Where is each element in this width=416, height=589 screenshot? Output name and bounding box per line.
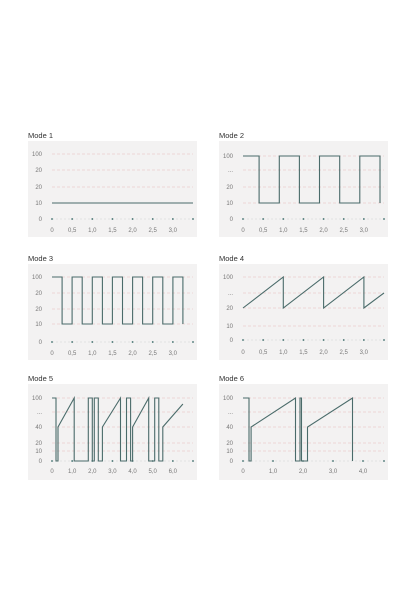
- x-tick-label: 2,5: [339, 228, 348, 234]
- series-line: [243, 156, 380, 203]
- x-tick-label: 2,5: [148, 351, 157, 357]
- x-tick-mark: [242, 339, 244, 341]
- x-tick-label: 1,0: [268, 469, 278, 475]
- x-tick-mark: [112, 341, 114, 343]
- y-tick-label: 0: [38, 340, 42, 346]
- x-tick-mark: [363, 339, 365, 341]
- x-tick-label: 3,0: [359, 228, 369, 234]
- y-tick-label: 20: [35, 291, 42, 297]
- x-tick-mark: [323, 339, 325, 341]
- x-tick-mark: [91, 341, 93, 343]
- x-tick-mark: [303, 218, 305, 220]
- x-tick-mark: [112, 218, 114, 220]
- series-line: [243, 398, 353, 461]
- y-tick-label: 20: [226, 306, 233, 312]
- mode-1-chart: [28, 141, 197, 237]
- x-tick-label: 0,5: [67, 228, 77, 234]
- chart-title-mode-6: Mode 6: [219, 374, 245, 383]
- y-tick-label: 10: [226, 449, 233, 455]
- x-tick-mark: [152, 341, 154, 343]
- x-tick-label: 2,0: [128, 351, 137, 357]
- y-tick-label: 20: [35, 307, 42, 313]
- chart-title-mode-4: Mode 4: [219, 254, 245, 263]
- mode-5-chart: [28, 384, 197, 480]
- x-tick-mark: [282, 339, 284, 341]
- y-tick-label: 40: [35, 425, 42, 431]
- x-tick-mark: [272, 460, 274, 462]
- x-tick-label: 3,0: [328, 469, 338, 475]
- series-line: [52, 398, 183, 461]
- x-axis-end-mark: [192, 460, 194, 462]
- x-tick-mark: [91, 218, 93, 220]
- y-tick-label: 20: [226, 185, 233, 191]
- x-tick-label: 0,5: [258, 228, 268, 234]
- x-tick-mark: [51, 218, 53, 220]
- x-tick-label: 2,0: [128, 228, 137, 234]
- chart-title-mode-1: Mode 1: [28, 131, 54, 140]
- x-tick-label: 3,0: [168, 351, 178, 357]
- y-tick-label: 100: [222, 154, 233, 160]
- y-tick-label: 10: [35, 322, 42, 328]
- y-tick-label: 20: [226, 441, 233, 447]
- x-tick-mark: [172, 460, 174, 462]
- y-tick-label: 100: [31, 396, 42, 402]
- y-tick-label: 40: [226, 425, 233, 431]
- x-tick-label: 2,5: [148, 228, 157, 234]
- x-axis-end-mark: [192, 341, 194, 343]
- y-tick-label: ...: [227, 291, 233, 297]
- x-tick-mark: [323, 218, 325, 220]
- y-tick-label: 0: [38, 217, 42, 223]
- mode-2-chart: [219, 141, 388, 237]
- chart-title-mode-2: Mode 2: [219, 131, 245, 140]
- y-tick-label: 100: [31, 275, 42, 281]
- x-tick-label: 0: [241, 228, 245, 234]
- x-tick-mark: [71, 341, 73, 343]
- x-tick-mark: [262, 218, 264, 220]
- y-tick-label: 0: [38, 459, 42, 465]
- series-line: [52, 277, 183, 324]
- chart-title-mode-5: Mode 5: [28, 374, 54, 383]
- x-tick-mark: [343, 339, 345, 341]
- x-tick-label: 1,0: [279, 228, 288, 234]
- x-tick-label: 0,5: [67, 351, 77, 357]
- x-tick-label: 2,0: [88, 469, 97, 475]
- x-tick-label: 4,0: [358, 469, 368, 475]
- x-tick-label: 0: [241, 469, 245, 475]
- x-tick-label: 1,5: [299, 350, 308, 356]
- y-tick-label: 10: [226, 201, 233, 207]
- x-tick-mark: [363, 218, 365, 220]
- x-tick-label: 2,0: [319, 228, 328, 234]
- y-tick-label: 10: [35, 201, 42, 207]
- x-tick-label: 2,0: [319, 350, 328, 356]
- x-tick-mark: [172, 341, 174, 343]
- x-tick-mark: [152, 218, 154, 220]
- x-tick-mark: [132, 341, 134, 343]
- mode-6-chart: [219, 384, 388, 480]
- x-tick-label: 1,0: [67, 469, 77, 475]
- y-tick-label: ...: [36, 410, 42, 416]
- x-tick-mark: [132, 218, 134, 220]
- y-tick-label: 0: [229, 217, 233, 223]
- y-tick-label: 20: [35, 168, 42, 174]
- x-tick-mark: [172, 218, 174, 220]
- x-tick-mark: [242, 218, 244, 220]
- x-tick-label: 0: [50, 469, 54, 475]
- x-tick-label: 1,5: [299, 228, 308, 234]
- x-tick-label: 0: [50, 228, 54, 234]
- x-tick-mark: [262, 339, 264, 341]
- y-tick-label: 20: [35, 185, 42, 191]
- x-tick-mark: [303, 339, 305, 341]
- x-tick-mark: [282, 218, 284, 220]
- y-tick-label: ...: [227, 168, 233, 174]
- y-tick-label: 100: [222, 275, 233, 281]
- mode-3-chart: [28, 264, 197, 360]
- y-tick-label: 10: [226, 324, 233, 330]
- x-tick-mark: [71, 460, 73, 462]
- x-tick-mark: [242, 460, 244, 462]
- y-tick-label: 10: [35, 449, 42, 455]
- x-tick-label: 0: [50, 351, 54, 357]
- x-tick-label: 3,0: [359, 350, 369, 356]
- x-tick-mark: [332, 460, 334, 462]
- x-tick-label: 2,0: [298, 469, 308, 475]
- series-line: [243, 277, 384, 308]
- x-axis-end-mark: [192, 218, 194, 220]
- x-tick-mark: [51, 341, 53, 343]
- x-tick-label: 6,0: [168, 469, 178, 475]
- x-tick-label: 2,5: [339, 350, 348, 356]
- y-tick-label: 100: [222, 396, 233, 402]
- chart-title-mode-3: Mode 3: [28, 254, 54, 263]
- y-tick-label: 100: [31, 152, 42, 158]
- x-tick-label: 0,5: [258, 350, 268, 356]
- x-tick-mark: [51, 460, 53, 462]
- x-tick-mark: [343, 218, 345, 220]
- x-tick-label: 5,0: [148, 469, 157, 475]
- y-tick-label: 20: [35, 441, 42, 447]
- x-tick-label: 4,0: [128, 469, 137, 475]
- x-axis-end-mark: [383, 339, 385, 341]
- x-tick-mark: [71, 218, 73, 220]
- x-tick-label: 1,0: [88, 351, 97, 357]
- x-tick-label: 1,5: [108, 351, 117, 357]
- x-tick-label: 1,5: [108, 228, 117, 234]
- x-tick-mark: [112, 460, 114, 462]
- y-tick-label: ...: [227, 410, 233, 416]
- y-tick-label: 0: [229, 338, 233, 344]
- x-tick-label: 1,0: [279, 350, 288, 356]
- x-axis-end-mark: [383, 218, 385, 220]
- x-tick-label: 3,0: [168, 228, 178, 234]
- y-tick-label: 0: [229, 459, 233, 465]
- mode-4-chart: [219, 264, 388, 360]
- x-tick-label: 1,0: [88, 228, 97, 234]
- x-tick-mark: [362, 460, 364, 462]
- x-axis-end-mark: [383, 460, 385, 462]
- x-tick-label: 0: [241, 350, 245, 356]
- x-tick-label: 3,0: [108, 469, 117, 475]
